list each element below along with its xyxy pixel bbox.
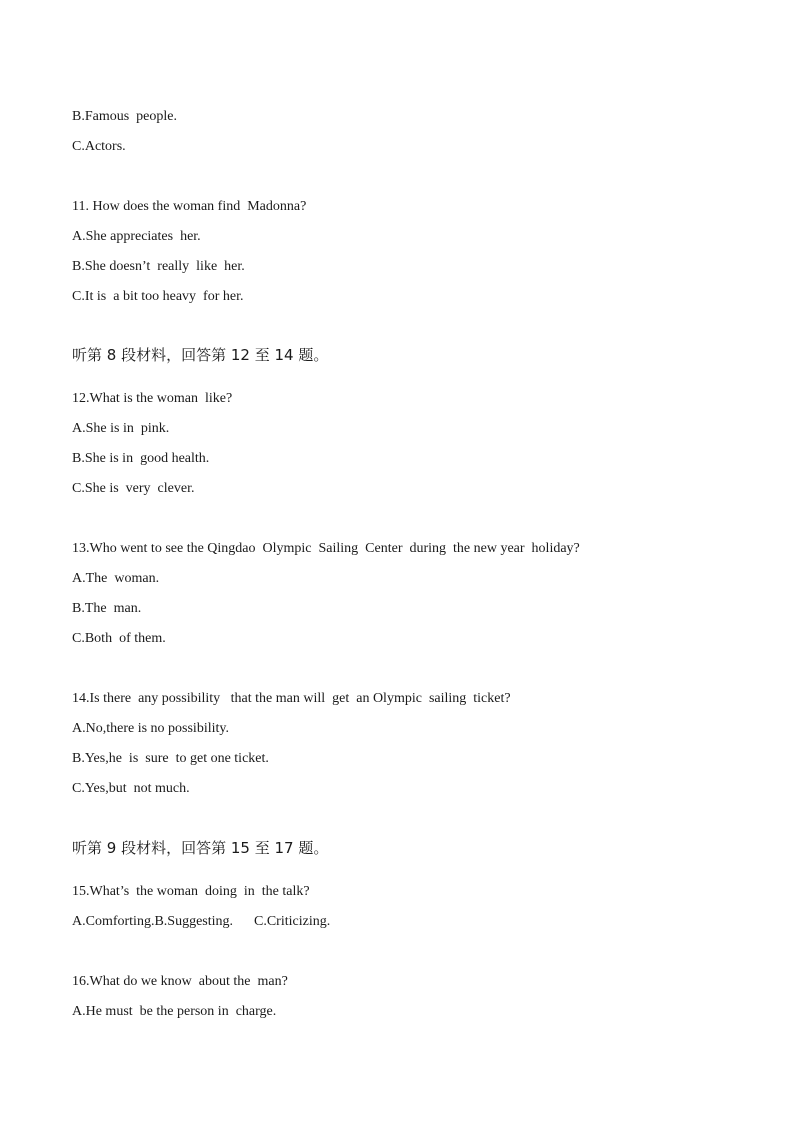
- q11-option-b: B.She doesn’t really like her.: [72, 259, 245, 274]
- q11-question: 11. How does the woman find Madonna?: [72, 199, 307, 214]
- q15-question: 15.What’s the woman doing in the talk?: [72, 884, 310, 899]
- q16-option-a: A.He must be the person in charge.: [72, 1004, 277, 1019]
- q12-option-b: B.She is in good health.: [72, 451, 210, 466]
- q13-option-a: A.The woman.: [72, 571, 160, 586]
- q14-option-c: C.Yes,but not much.: [72, 781, 190, 796]
- q13-option-c: C.Both of them.: [72, 631, 166, 646]
- q14-question: 14.Is there any possibility that the man will get an Olympic sailing ticket?: [72, 691, 511, 706]
- q13-option-b: B.The man.: [72, 601, 142, 616]
- q11-option-c: C.It is a bit too heavy for her.: [72, 289, 244, 304]
- q12-option-a: A.She is in pink.: [72, 421, 170, 436]
- q10-option-b: B.Famous people.: [72, 109, 177, 124]
- q12-question: 12.What is the woman like?: [72, 391, 233, 406]
- q12-option-c: C.She is very clever.: [72, 481, 195, 496]
- section-8-heading: 听第 8 段材料，回答第 12 至 14 题。: [72, 346, 329, 364]
- q14-option-a: A.No,there is no possibility.: [72, 721, 229, 736]
- q15-options: A.Comforting.B.Suggesting. C.Criticizing.: [72, 914, 331, 929]
- q16-question: 16.What do we know about the man?: [72, 974, 288, 989]
- q13-question: 13.Who went to see the Qingdao Olympic Sailing Center during the new year holiday?: [72, 541, 580, 556]
- q11-option-a: A.She appreciates her.: [72, 229, 201, 244]
- q10-option-c: C.Actors.: [72, 139, 126, 154]
- section-9-heading: 听第 9 段材料，回答第 15 至 17 题。: [72, 839, 329, 857]
- q14-option-b: B.Yes,he is sure to get one ticket.: [72, 751, 269, 766]
